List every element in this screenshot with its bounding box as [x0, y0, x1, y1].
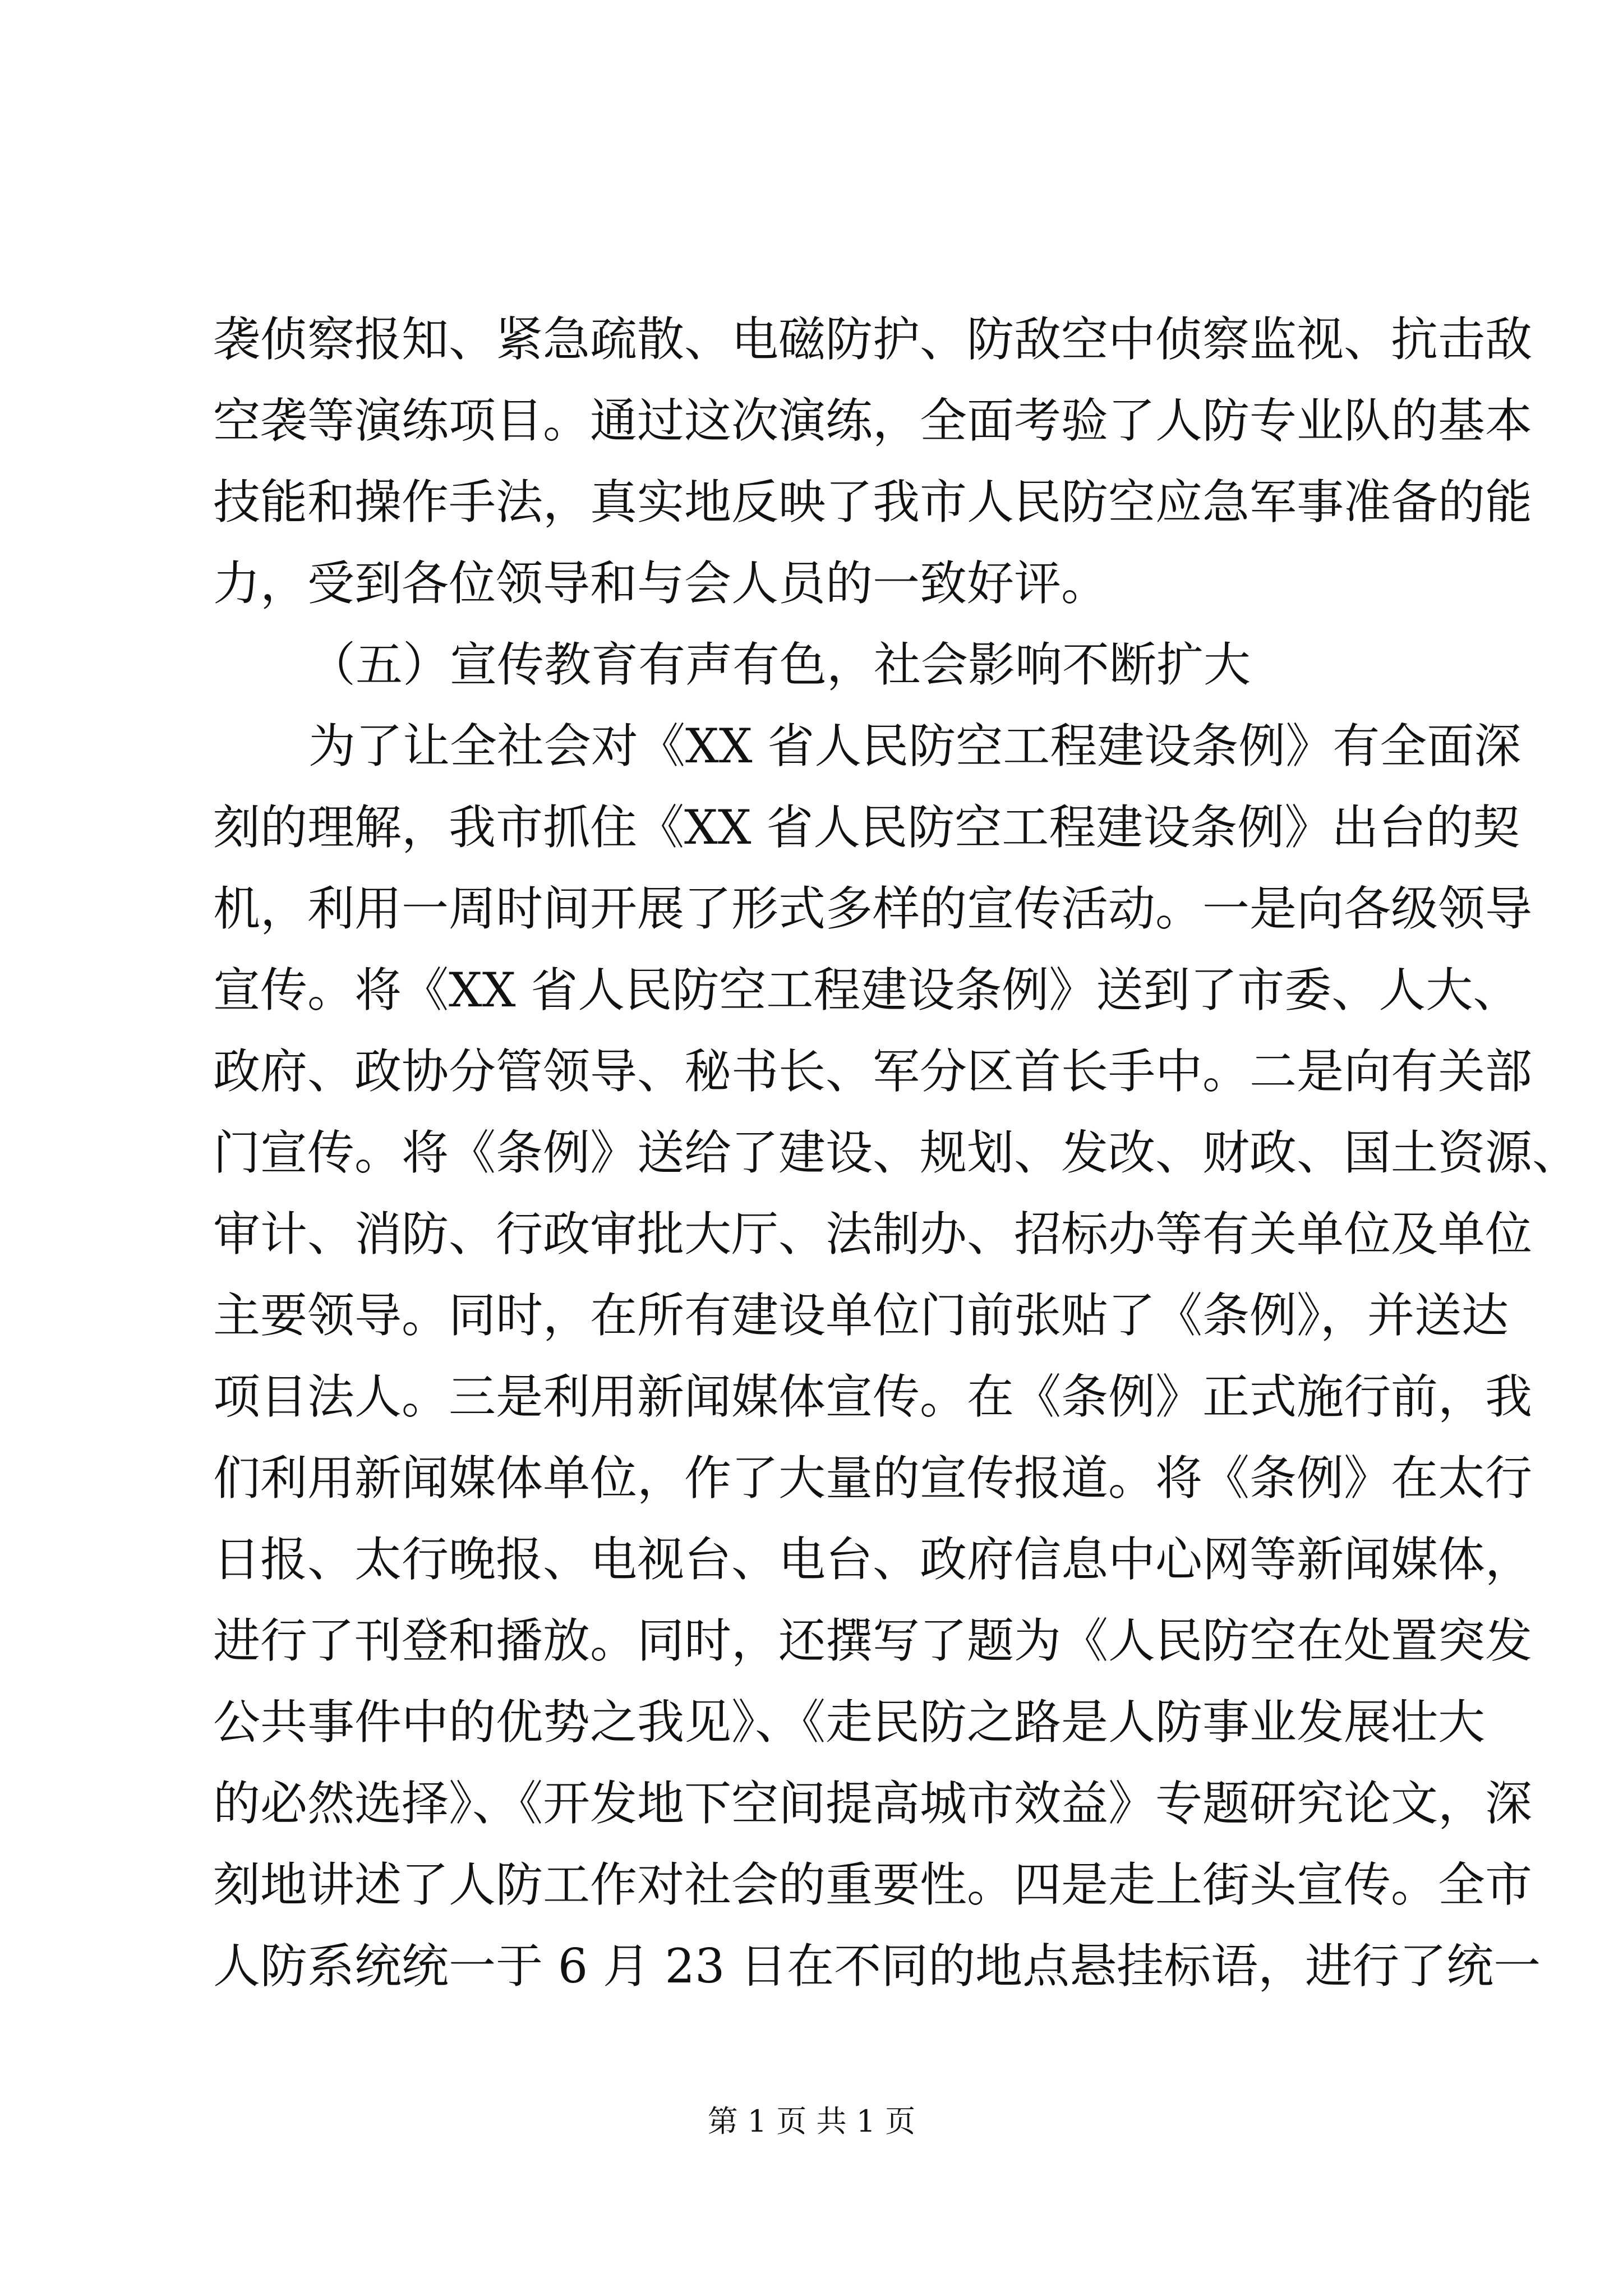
body-text-line: 空袭等演练项目。通过这次演练，全面考验了人防专业队的基本	[213, 393, 1533, 448]
body-text-line: 们利用新闻媒体单位，作了大量的宣传报道。将《条例》在太行	[213, 1451, 1533, 1506]
body-text-line: 的必然选择》、《开发地下空间提高城市效益》专题研究论文，深	[213, 1776, 1533, 1831]
body-text-line: 进行了刊登和播放。同时，还撰写了题为《人民防空在处置突发	[213, 1613, 1533, 1668]
body-text-line: 力，受到各位领导和与会人员的一致好评。	[213, 556, 1109, 611]
body-text-line: 政府、政协分管领导、秘书长、军分区首长手中。二是向有关部	[213, 1044, 1533, 1099]
body-text-line: 日报、太行晚报、电视台、电台、政府信息中心网等新闻媒体，	[213, 1532, 1533, 1587]
body-text-line: 刻地讲述了人防工作对社会的重要性。四是走上街头宣传。全市	[213, 1857, 1533, 1912]
body-text-line: 刻的理解，我市抓住《XX 省人民防空工程建设条例》出台的契	[213, 800, 1520, 855]
section-heading: （五）宣传教育有声有色，社会影响不断扩大	[308, 637, 1251, 692]
body-text-line: 袭侦察报知、紧急疏散、电磁防护、防敌空中侦察监视、抗击敌	[213, 312, 1533, 367]
body-text-line: 项目法人。三是利用新闻媒体宣传。在《条例》正式施行前，我	[213, 1369, 1533, 1424]
body-text-line: 技能和操作手法，真实地反映了我市人民防空应急军事准备的能	[213, 475, 1533, 530]
body-text-line: 宣传。将《XX 省人民防空工程建设条例》送到了市委、人大、	[213, 963, 1520, 1018]
body-text-line: 主要领导。同时，在所有建设单位门前张贴了《条例》，并送达	[213, 1288, 1509, 1343]
body-text-line: 门宣传。将《条例》送给了建设、规划、发改、财政、国土资源、	[213, 1125, 1580, 1180]
body-text-line: 人防系统统一于 6 月 23 日在不同的地点悬挂标语，进行了统一	[213, 1939, 1541, 1994]
body-text-line: 为了让全社会对《XX 省人民防空工程建设条例》有全面深	[308, 719, 1521, 774]
body-text-line: 公共事件中的优势之我见》、《走民防之路是人防事业发展壮大	[213, 1695, 1486, 1750]
body-text-line: 机，利用一周时间开展了形式多样的宣传活动。一是向各级领导	[213, 881, 1533, 936]
page-number-footer: 第 1 页 共 1 页	[707, 2104, 916, 2139]
body-text-line: 审计、消防、行政审批大厅、法制办、招标办等有关单位及单位	[213, 1207, 1533, 1262]
